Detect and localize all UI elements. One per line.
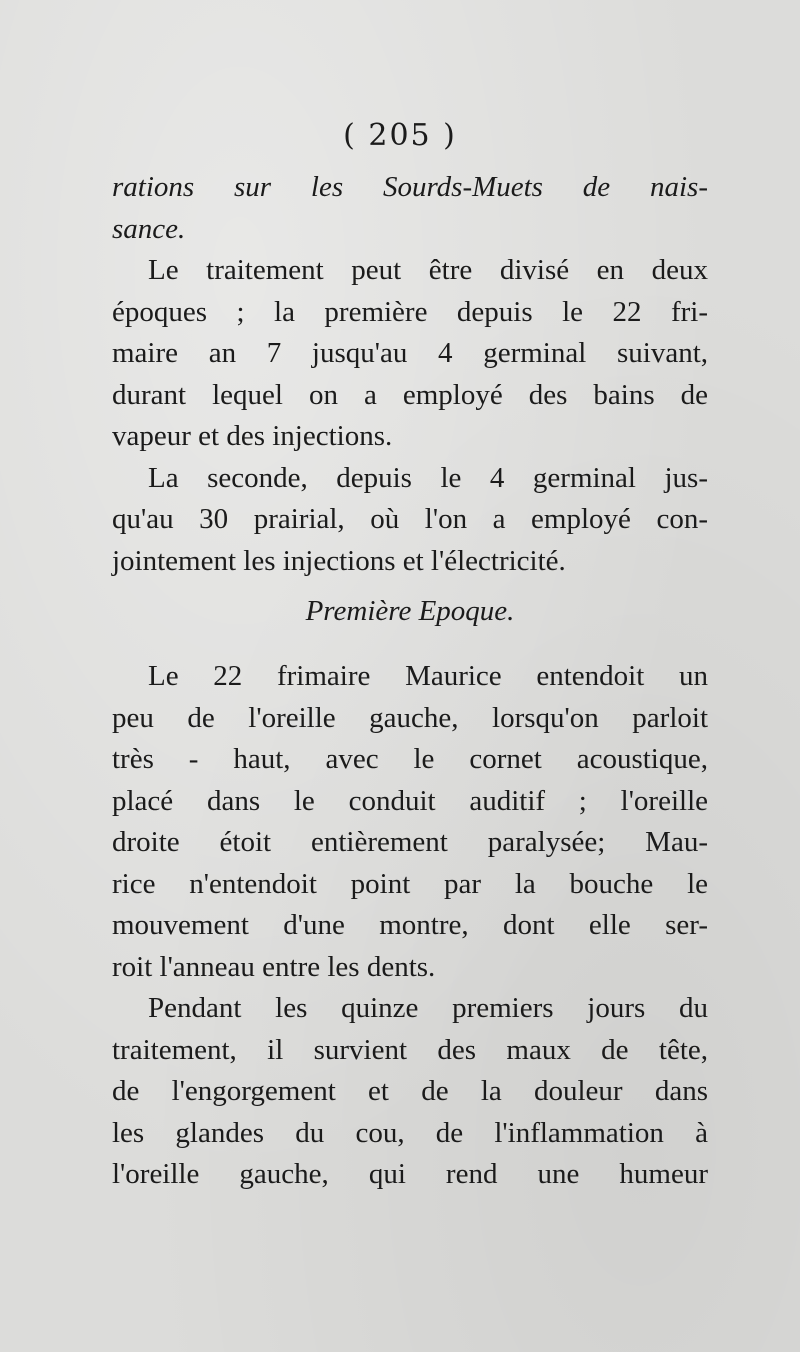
text-line: l'oreille gauche, qui rend une humeur: [112, 1158, 708, 1190]
text-line: Le traitement peut être divisé en deux: [148, 254, 708, 286]
text-line: placé dans le conduit auditif ; l'oreille: [112, 784, 708, 817]
text-line: maire an 7 jusqu'au 4 germinal suivant,: [112, 337, 708, 369]
text-line: rations sur les Sourds-Muets de nais-: [112, 171, 708, 203]
text-line: durant lequel on a employé des bains de: [112, 378, 708, 411]
text-line: Pendant les quinze premiers jours du: [148, 992, 708, 1024]
text-line: roit l'anneau entre les dents.: [112, 950, 436, 983]
page-number: ( 205 ): [343, 118, 457, 153]
text-line: mouvement d'une montre, dont elle ser-: [112, 909, 708, 941]
text-line: vapeur et des injections.: [112, 420, 393, 452]
text-line: traitement, il survient des maux de tête,: [112, 1033, 708, 1066]
section-heading: Première Epoque.: [305, 595, 515, 627]
text-line: droite étoit entièrement paralysée; Mau-: [112, 826, 708, 858]
text-line: époques ; la première depuis le 22 fri-: [112, 295, 708, 328]
page-text: [112, 167, 708, 1196]
text-line: Le 22 frimaire Maurice entendoit un: [148, 660, 708, 692]
text-line: peu de l'oreille gauche, lorsqu'on parloit: [112, 701, 708, 734]
text-line: très - haut, avec le cornet acoustique,: [112, 743, 708, 775]
text-line: La seconde, depuis le 4 germinal jus-: [148, 461, 708, 494]
text-line: les glandes du cou, de l'inflammation à: [112, 1116, 708, 1149]
text-line: sance.: [112, 212, 186, 245]
text-line: jointement les injections et l'électricité.: [112, 544, 566, 577]
text-line: de l'engorgement et de la douleur dans: [112, 1075, 708, 1107]
text-line: qu'au 30 prairial, où l'on a employé con-: [112, 503, 708, 535]
text-line: rice n'entendoit point par la bouche le: [112, 867, 708, 900]
